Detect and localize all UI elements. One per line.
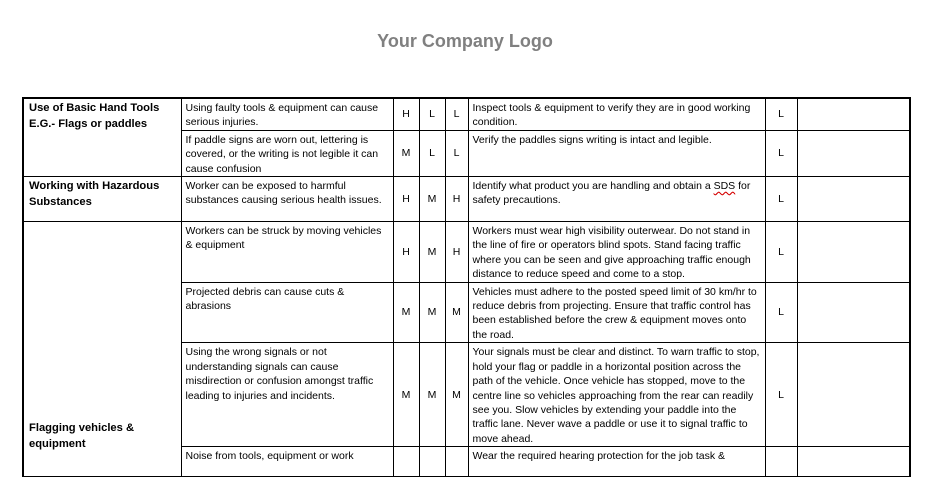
residual-risk-cell: L <box>765 343 797 447</box>
risk-rating-cell: H <box>393 177 419 222</box>
hazard-cell: Projected debris can cause cuts & abrasions <box>181 282 393 343</box>
control-text: for safety precautions. <box>472 180 751 207</box>
task-cell <box>23 98 181 177</box>
risk-rating-cell: L <box>445 98 468 130</box>
hazard-cell: Using the wrong signals or not understanding signals can cause misdirection or confusion amongst traffic leading to injuries and incidents. <box>181 343 393 447</box>
risk-rating-cell <box>419 447 445 477</box>
residual-risk-cell: L <box>765 177 797 222</box>
risk-rating-cell <box>445 447 468 477</box>
hazard-cell: Workers can be struck by moving vehicles & equipment <box>181 222 393 283</box>
control-cell: Your signals must be clear and distinct. To warn traffic to stop, hold your flag or paddle in a horizontal position across the path of the vehicle. Once vehicle has stopped, move to the centre line so vehicles approaching from the rear can readily see you. Slow vehicles by extending your paddle into the traffic lane. Never wave a paddle or use it to signal traffic to move ahead. <box>468 343 765 447</box>
task-line: E.G.- Flags or paddles <box>29 117 148 130</box>
residual-risk-cell <box>765 447 797 477</box>
risk-rating-cell: M <box>445 282 468 343</box>
risk-rating-cell: L <box>419 98 445 130</box>
notes-cell <box>797 98 910 130</box>
control-cell: Workers must wear high visibility outerwear. Do not stand in the line of fire or operators blind spots. Stand facing traffic where you can be seen and give approaching traffic enough distance to reduce speed and come to a stop. <box>468 222 765 283</box>
hazard-assessment-table <box>22 97 911 477</box>
hazard-cell: Using faulty tools & equipment can cause serious injuries. <box>181 98 393 130</box>
residual-risk-cell: L <box>765 282 797 343</box>
residual-risk-cell: L <box>765 98 797 130</box>
risk-rating-cell: H <box>445 222 468 283</box>
risk-rating-cell: L <box>445 130 468 176</box>
risk-rating-cell: H <box>393 222 419 283</box>
task-line: equipment <box>29 437 86 450</box>
task-line: Substances <box>29 195 92 208</box>
task-line: Use of Basic Hand Tools <box>29 102 160 114</box>
risk-rating-cell: M <box>393 343 419 447</box>
table-row <box>23 98 910 130</box>
control-cell: Inspect tools & equipment to verify they are in good working condition. <box>468 98 765 130</box>
control-cell: Wear the required hearing protection for the job task & <box>468 447 765 477</box>
task-cell <box>23 177 181 222</box>
risk-rating-cell: M <box>419 222 445 283</box>
risk-rating-cell: M <box>445 343 468 447</box>
risk-rating-cell: H <box>445 177 468 222</box>
task-line: Working with Hazardous <box>29 180 160 193</box>
task-line: Flagging vehicles & <box>29 422 135 435</box>
notes-cell <box>797 130 910 176</box>
task-cell <box>23 222 181 477</box>
risk-rating-cell: L <box>419 130 445 176</box>
control-text: Identify what product you are handling and obtain a <box>472 180 714 193</box>
notes-cell <box>797 222 910 283</box>
hazard-cell: If paddle signs are worn out, lettering is covered, or the writing is not legible it can cause confusion <box>181 130 393 176</box>
table-row <box>23 222 910 283</box>
control-cell <box>468 177 765 222</box>
risk-rating-cell: M <box>419 282 445 343</box>
hazard-cell: Worker can be exposed to harmful substances causing serious health issues. <box>181 177 393 222</box>
sds-term: SDS <box>713 180 736 193</box>
notes-cell <box>797 177 910 222</box>
risk-rating-cell: M <box>419 343 445 447</box>
notes-cell <box>797 282 910 343</box>
risk-rating-cell: H <box>393 98 419 130</box>
notes-cell <box>797 447 910 477</box>
risk-rating-cell: M <box>419 177 445 222</box>
company-logo: Your Company Logo <box>377 31 553 51</box>
risk-rating-cell: M <box>393 282 419 343</box>
control-cell: Vehicles must adhere to the posted speed limit of 30 km/hr to reduce debris from projecting. Ensure that traffic control has been established before the crew & equipment moves onto the road. <box>468 282 765 343</box>
risk-rating-cell <box>393 447 419 477</box>
residual-risk-cell: L <box>765 130 797 176</box>
notes-cell <box>797 343 910 447</box>
hazard-cell: Noise from tools, equipment or work <box>181 447 393 477</box>
residual-risk-cell: L <box>765 222 797 283</box>
risk-rating-cell: M <box>393 130 419 176</box>
control-cell: Verify the paddles signs writing is intact and legible. <box>468 130 765 176</box>
table-row <box>23 177 910 222</box>
